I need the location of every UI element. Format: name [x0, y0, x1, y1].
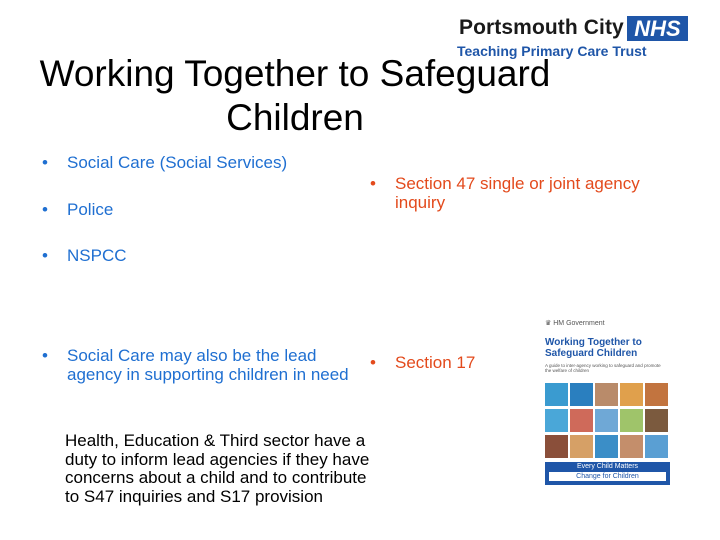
cover-photo-14: [620, 435, 643, 458]
logo-org-subtitle: Teaching Primary Care Trust: [457, 43, 647, 59]
cover-photo-7: [570, 409, 593, 432]
cover-photo-8: [595, 409, 618, 432]
cover-photo-6: [545, 409, 568, 432]
cover-photo-3: [595, 383, 618, 406]
agency-list: [37, 153, 337, 265]
cover-photo-15: [645, 435, 668, 458]
cover-photo-11: [545, 435, 568, 458]
every-child-matters-badge: [545, 462, 670, 485]
cover-photo-10: [645, 409, 668, 432]
nhs-badge: NHS: [627, 16, 688, 41]
badge-line-2: Change for Children: [549, 472, 666, 481]
agency-item-police: • Police: [37, 200, 337, 219]
section-47-item: • Section 47 single or joint agency inquiry: [365, 174, 655, 212]
slide-title: Working Together to Safeguard Children: [39, 53, 551, 138]
cover-photo-2: [570, 383, 593, 406]
cover-photo-1: [545, 383, 568, 406]
lead-agency-item: • Social Care may also be the lead agency in supporting children in need: [37, 346, 367, 384]
cover-title: Working Together to Safeguard Children: [545, 337, 642, 359]
publication-cover-image: [535, 313, 695, 493]
cover-photo-5: [645, 383, 668, 406]
section-17-item: • Section 17: [365, 353, 565, 372]
cover-photo-4: [620, 383, 643, 406]
cover-photo-12: [570, 435, 593, 458]
cover-photo-13: [595, 435, 618, 458]
cover-publisher: [545, 319, 605, 327]
cover-photo-9: [620, 409, 643, 432]
logo-org-name: Portsmouth City: [459, 16, 624, 39]
crest-icon: ♛: [545, 320, 552, 327]
lead-agency-list: [37, 346, 367, 384]
agency-item-social-care: • Social Care (Social Services): [37, 153, 337, 172]
cover-subtitle: A guide to inter-agency working to safeguard and promote the welfare of children: [545, 363, 661, 373]
cover-publisher-text: HM Government: [553, 320, 605, 327]
duty-note: Health, Education & Third sector have a duty to inform lead agencies if they have concerns about a child and to contribute to S47 inquiries and S17 provision: [65, 431, 370, 506]
agency-item-nspcc: • NSPCC: [37, 246, 337, 265]
section-47-list: [365, 174, 655, 212]
badge-line-1: Every Child Matters: [576, 463, 639, 470]
